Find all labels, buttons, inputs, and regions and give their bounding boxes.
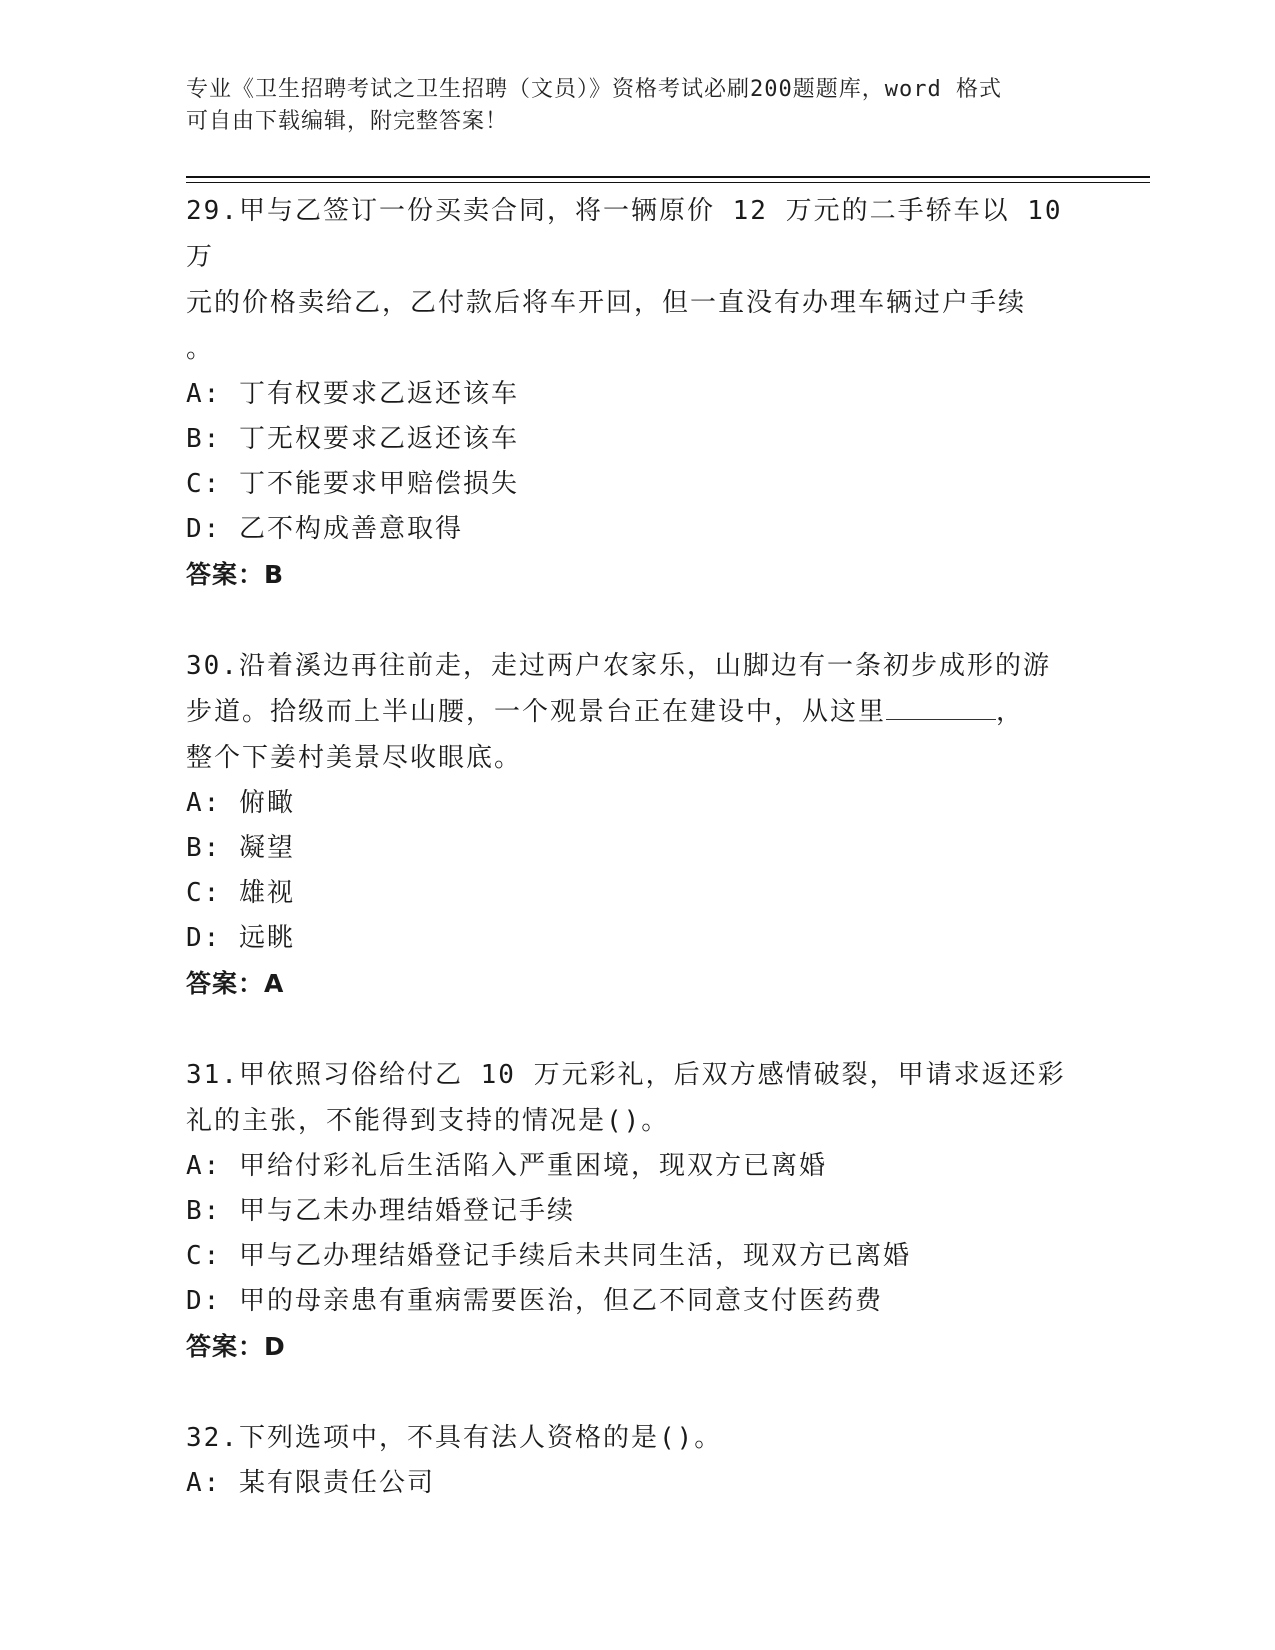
header-divider-thick	[186, 176, 1150, 178]
option-c: C: 雄视	[186, 878, 295, 908]
question-stem-line	[186, 689, 1086, 735]
answer-line: 答案：B	[186, 560, 285, 589]
option-a: A: 丁有权要求乙返还该车	[186, 379, 519, 409]
header-line-2: 可自由下载编辑，附完整答案！	[186, 109, 509, 134]
question-stem-line: 。	[186, 334, 215, 364]
question-spacer	[186, 597, 1086, 643]
option-a: A: 甲给付彩礼后生活陷入严重困境，现双方已离婚	[186, 1151, 827, 1181]
header-line-1: 专业《卫生招聘考试之卫生招聘（文员）》资格考试必刷200题题库，word 格式	[186, 77, 1002, 102]
question-stem-line: 32.下列选项中，不具有法人资格的是()。	[186, 1423, 723, 1453]
option-b: B: 丁无权要求乙返还该车	[186, 424, 519, 454]
question-32	[186, 1415, 1086, 1506]
question-stem-punctuation: ，	[996, 697, 1025, 727]
document-header	[186, 74, 1086, 138]
fill-in-blank	[886, 695, 996, 720]
option-d: D: 甲的母亲患有重病需要医治，但乙不同意支付医药费	[186, 1286, 883, 1316]
question-29	[186, 188, 1086, 597]
question-stem-line: 31.甲依照习俗给付乙 10 万元彩礼，后双方感情破裂，甲请求返还彩	[186, 1060, 1066, 1090]
option-b: B: 凝望	[186, 833, 295, 863]
question-stem-text: 步道。拾级而上半山腰，一个观景台正在建设中，从这里	[186, 697, 887, 727]
option-c: C: 丁不能要求甲赔偿损失	[186, 469, 519, 499]
question-31	[186, 1052, 1086, 1369]
option-d: D: 远眺	[186, 923, 295, 953]
question-stem-line: 29.甲与乙签订一份买卖合同，将一辆原价 12 万元的二手轿车以 10 万	[186, 196, 1063, 272]
question-spacer	[186, 1369, 1086, 1415]
option-c: C: 甲与乙办理结婚登记手续后未共同生活，现双方已离婚	[186, 1241, 911, 1271]
question-30	[186, 643, 1086, 1006]
question-list	[186, 188, 1086, 1506]
question-spacer	[186, 1006, 1086, 1052]
option-b: B: 甲与乙未办理结婚登记手续	[186, 1196, 575, 1226]
option-d: D: 乙不构成善意取得	[186, 514, 463, 544]
answer-line: 答案：A	[186, 969, 285, 998]
question-stem-line: 元的价格卖给乙，乙付款后将车开回，但一直没有办理车辆过户手续	[186, 288, 1027, 318]
option-a: A: 某有限责任公司	[186, 1468, 435, 1498]
question-stem-line: 整个下姜村美景尽收眼底。	[186, 743, 523, 773]
header-divider-thin	[186, 182, 1150, 183]
answer-line: 答案：D	[186, 1332, 286, 1361]
option-a: A: 俯瞰	[186, 788, 295, 818]
question-stem-line: 30.沿着溪边再往前走，走过两户农家乐，山脚边有一条初步成形的游	[186, 651, 1051, 681]
question-stem-line: 礼的主张，不能得到支持的情况是()。	[186, 1106, 670, 1136]
